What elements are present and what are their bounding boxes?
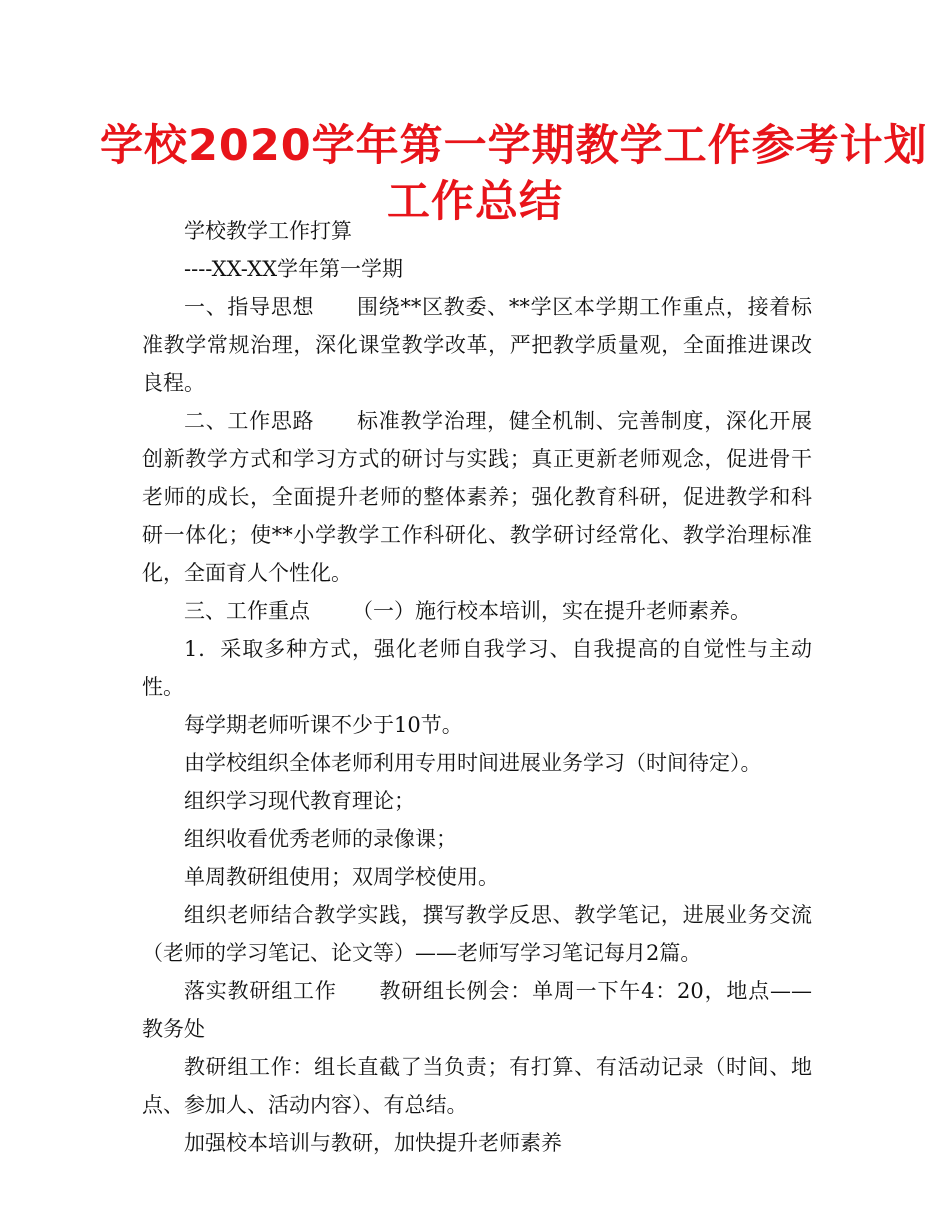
title-line-1: 学校2020学年第一学期教学工作参考计划 [100,121,928,171]
section-heading: 落实教研组工作 [184,979,337,1003]
section-heading: 二、工作思路 [184,409,315,433]
paragraph: 组织收看优秀老师的录像课； [184,827,457,851]
paragraph: 组织学习现代教育理论； [184,789,415,813]
paragraph: 组织老师结合教学实践，撰写教学反思、教学笔记，进展业务交流（老师的学习笔记、论文等）——老师写学习笔记每月2篇。 [142,903,812,965]
paragraph: 教研组工作：组长直截了当负责；有打算、有活动记录（时间、地点、参加人、活动内容）、有总结。 [142,1055,812,1117]
paragraph: 由学校组织全体老师利用专用时间进展业务学习（时间待定）。 [184,751,762,775]
section-heading: 三、工作重点 [184,599,310,623]
paragraph: 落实教研组工作 教研组长例会：单周一下午4：20，地点——教务处 [142,979,812,1041]
paragraph: 每学期老师听课不少于10节。 [184,713,463,737]
section-heading: 一、指导思想 [184,295,315,319]
paragraph: ----XX-XX学年第一学期 [184,257,404,281]
paragraph: 单周教研组使用；双周学校使用。 [184,865,499,889]
title-line-2: 工作总结 [387,177,563,227]
paragraph: 三、工作重点 （一）施行校本培训，实在提升老师素养。 [184,599,751,623]
paragraph: 学校教学工作打算 [184,219,352,243]
paragraph: 一、指导思想 围绕**区教委、**学区本学期工作重点，接着标准教学常规治理，深化课堂教学改革，严把教学质量观，全面推进课改良程。 [142,295,813,395]
paragraph: 二、工作思路 标准教学治理，健全机制、完善制度，深化开展创新教学方式和学习方式的研讨与实践；真正更新老师观念，促进骨干老师的成长，全面提升老师的整体素养；强化教育科研，促进教学和科研一体化；使**小学教学工作科研化、教学研讨经常化、教学治理标准化，全面育人个性化。 [142,409,813,585]
paragraph: 加强校本培训与教研，加快提升老师素养 [184,1131,562,1155]
document-body [142,212,812,1162]
paragraph: 1．采取多种方式，强化老师自我学习、自我提高的自觉性与主动性。 [142,637,812,699]
